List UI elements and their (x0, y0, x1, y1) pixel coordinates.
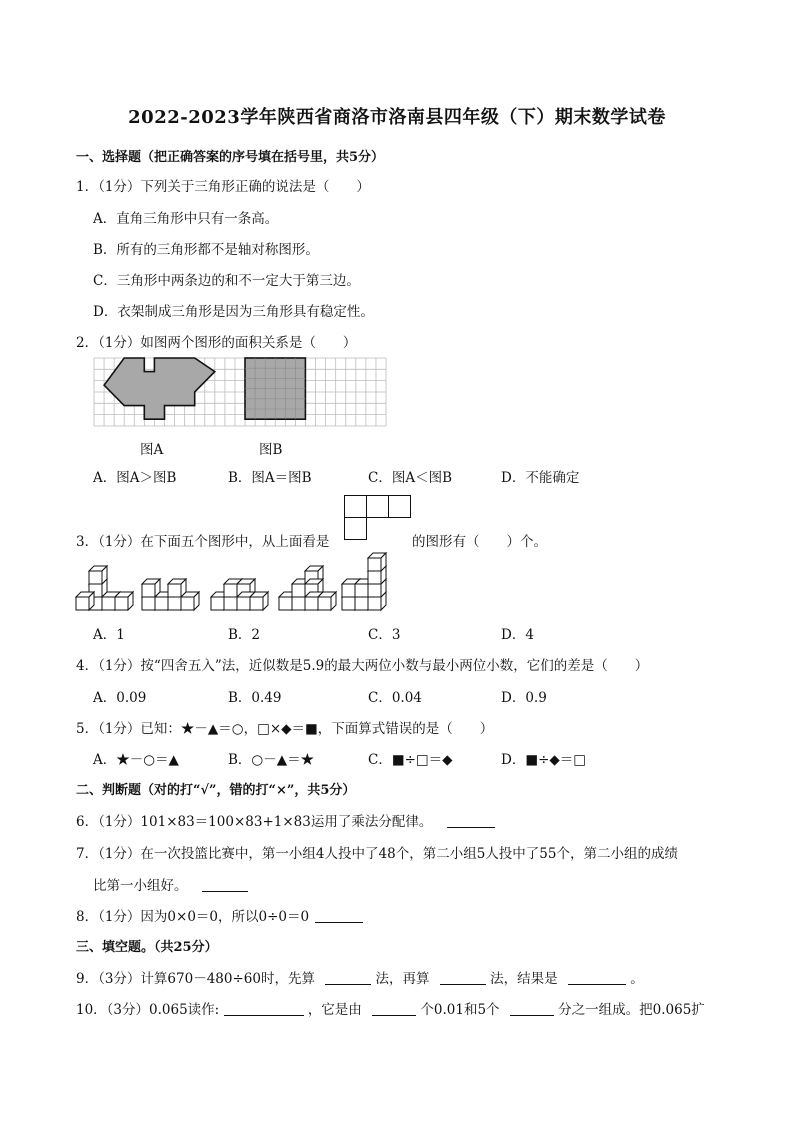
question-7 (93, 874, 248, 894)
page-title: 2022-2023学年陕西省商洛市洛南县四年级（下）期末数学试卷 (128, 107, 666, 128)
question-4-option-a[interactable]: A．0.09 (93, 690, 147, 706)
question-9-part-2: 法，再算 (375, 971, 430, 987)
question-6 (76, 810, 495, 830)
question-7-answer-blank[interactable] (202, 877, 248, 892)
question-3-option-b[interactable]: B．2 (228, 627, 261, 643)
question-8 (76, 905, 363, 925)
question-5-option-a[interactable]: A．★－○＝▲ (93, 752, 179, 768)
question-5-option-c[interactable]: C．■÷□＝◆ (368, 752, 453, 768)
question-2-stem: 2．（1分）如图两个图形的面积关系是（ ） (76, 335, 357, 351)
figure-b-label: 图B (259, 442, 283, 458)
question-9-blank-1[interactable] (325, 970, 371, 985)
question-2-option-d[interactable]: D．不能确定 (501, 470, 580, 486)
question-10-part-1: 10．（3分）0.065读作: (76, 1002, 220, 1018)
question-4-stem: 4．（1分）按“四舍五入”法，近似数是5.9的最大两位小数与最小两位小数，它们的差是（ ） (76, 658, 649, 674)
question-3-option-a[interactable]: A．1 (93, 627, 125, 643)
section-heading-choice: 一、选择题（把正确答案的序号填在括号里，共5分） (76, 150, 385, 165)
cube-stack-3 (211, 579, 268, 610)
cube-stacks-figure (74, 553, 414, 613)
question-3-stem-end: 的图形有（ ）个。 (412, 534, 547, 550)
question-3-option-d[interactable]: D．4 (501, 627, 534, 643)
question-1-option-a[interactable]: A．直角三角形中只有一条高。 (93, 211, 279, 227)
question-1-option-c[interactable]: C．三角形中两条边的和不一定大于第三边。 (93, 273, 360, 289)
question-7-line-2: 比第一小组好。 (93, 878, 188, 894)
section-heading-judge: 二、判断题（对的打“√”，错的打“×”，共5分） (76, 783, 356, 798)
question-2-option-c[interactable]: C．图A＜图B (368, 470, 452, 486)
question-9-blank-2[interactable] (440, 970, 486, 985)
question-2-option-b[interactable]: B．图A＝图B (228, 470, 312, 486)
question-10-blank-1[interactable] (224, 1001, 304, 1016)
question-10-blank-3[interactable] (510, 1001, 554, 1016)
question-2-option-a[interactable]: A．图A＞图B (93, 470, 177, 486)
question-6-answer-blank[interactable] (447, 813, 495, 828)
figure-a-shape (104, 358, 215, 419)
question-4-option-c[interactable]: C．0.04 (368, 690, 422, 706)
question-10-part-4: 分之一组成。把0.065扩 (558, 1002, 705, 1018)
question-5-stem: 5．（1分）已知：★－▲＝○，□×◆＝■，下面算式错误的是（ ） (76, 721, 494, 737)
grid-figure-ab (94, 358, 392, 426)
question-9-part-4: 。 (630, 971, 644, 987)
question-9-blank-3[interactable] (568, 970, 626, 985)
question-10-part-2: ，它是由 (307, 1002, 362, 1018)
top-view-figure (344, 495, 414, 542)
question-1-option-b[interactable]: B．所有的三角形都不是轴对称图形。 (93, 242, 319, 258)
question-9-part-1: 9．（3分）计算670－480÷60时，先算 (76, 971, 315, 987)
question-5-option-b[interactable]: B．○－▲＝★ (228, 752, 315, 768)
cube-stack-1 (76, 566, 133, 610)
question-5-option-d[interactable]: D．■÷◆＝□ (501, 752, 587, 768)
cube-stack-2 (142, 579, 199, 610)
question-9-part-3: 法，结果是 (490, 971, 558, 987)
question-10-part-3: 个0.01和5个 (420, 1002, 500, 1018)
question-1-stem: 1．（1分）下列关于三角形正确的说法是（ ） (76, 179, 370, 195)
question-8-stem: 8．（1分）因为0×0＝0，所以0÷0＝0 (76, 909, 310, 925)
question-10-blank-2[interactable] (372, 1001, 416, 1016)
cube-stack-4 (279, 566, 336, 610)
question-4-option-d[interactable]: D．0.9 (501, 690, 547, 706)
question-3-stem-start: 3．（1分）在下面五个图形中，从上面看是 (76, 534, 330, 550)
cube-stack-5 (342, 553, 386, 610)
question-4-option-b[interactable]: B．0.49 (228, 690, 282, 706)
question-7-line-1: 7．（1分）在一次投篮比赛中，第一小组4人投中了48个，第二小组5人投中了55个，第二小组的成绩 (76, 846, 678, 862)
question-8-answer-blank[interactable] (315, 908, 363, 923)
section-heading-fill: 三、填空题。（共25分） (76, 940, 218, 955)
question-10 (76, 998, 705, 1018)
question-1-option-d[interactable]: D．衣架制成三角形是因为三角形具有稳定性。 (93, 304, 374, 320)
figure-a-label: 图A (140, 442, 164, 458)
question-3-option-c[interactable]: C．3 (368, 627, 401, 643)
question-6-stem: 6．（1分）101×83＝100×83+1×83运用了乘法分配律。 (76, 814, 433, 830)
question-9 (76, 967, 644, 987)
